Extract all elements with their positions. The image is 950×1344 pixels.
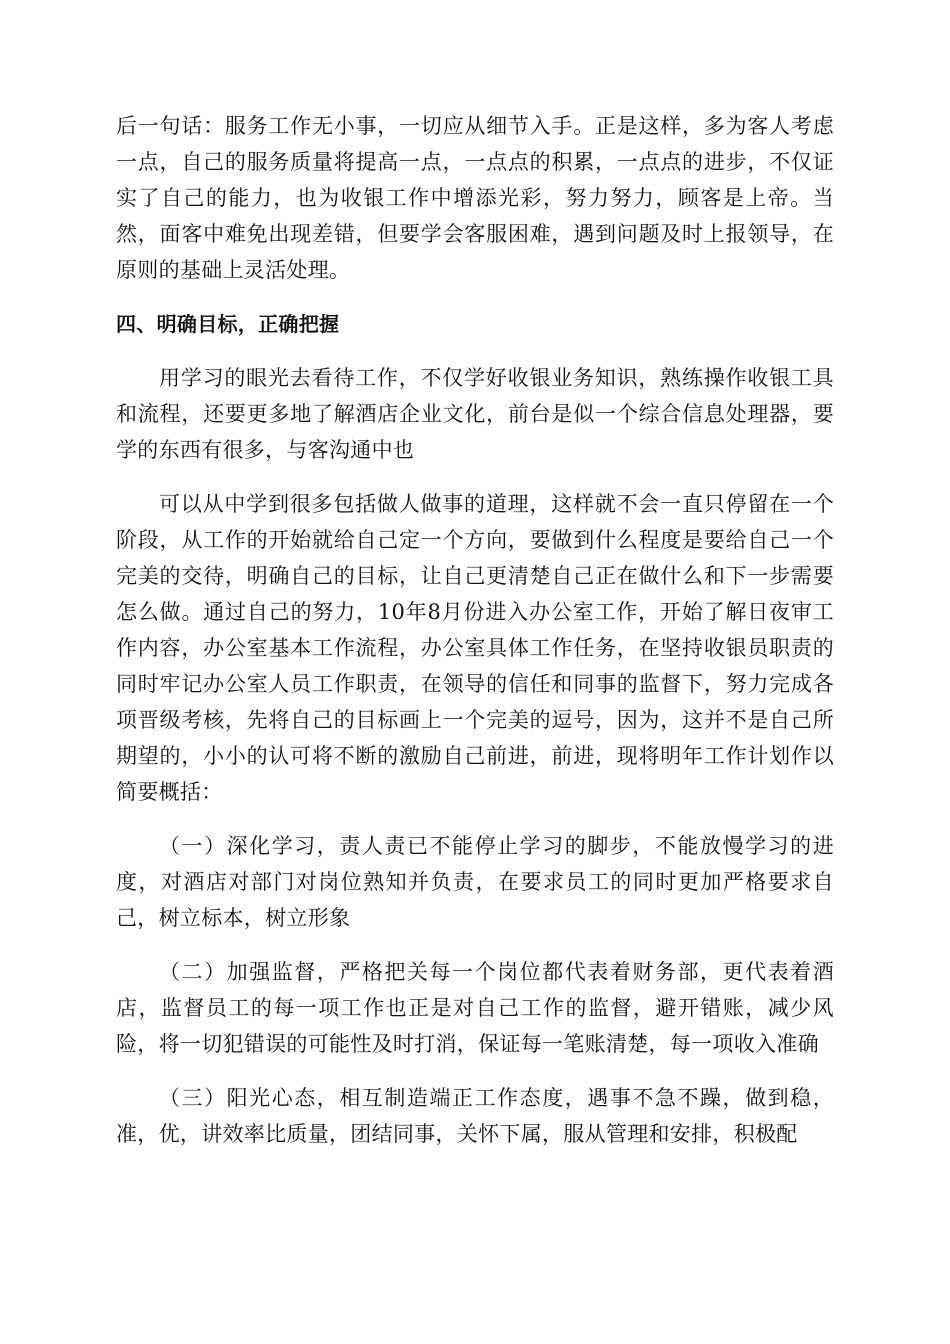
section-heading-four: 四、明确目标，正确把握 — [116, 312, 340, 336]
plan-item-three: （三）阳光心态，相互制造端正工作态度，遇事不急不躁，做到稳，准，优，讲效率比质量，团结同事，关怀下属，服从管理和安排，积极配 — [116, 1086, 834, 1146]
plan-item-one: （一）深化学习，责人责已不能停止学习的脚步，不能放慢学习的进度，对酒店对部门对岗位熟知并负责，在要求员工的同时更加严格要求自己，树立标本，树立形象 — [116, 834, 834, 930]
paragraph-goals: 可以从中学到很多包括做人做事的道理，这样就不会一直只停留在一个阶段，从工作的开始就给自己定一个方向，要做到什么程度是要给自己一个完美的交待，明确自己的目标，让自己更清楚自己正在做什么和下一步需要怎么做。通过自己的努力，10年8月份进入办公室工作，开始了解日夜审工作内容，办公室基本工作流程，办公室具体工作任务，在坚持收银员职责的同时牢记办公室人员工作职责，在领导的信任和同事的监督下，努力完成各项晋级考核，先将自己的目标画上一个完美的逗号，因为，这并不是自己所期望的，小小的认可将不断的激励自己前进，前进，现将明年工作计划作以简要概括： — [116, 492, 834, 804]
plan-item-two: （二）加强监督，严格把关每一个岗位都代表着财务部，更代表着酒店，监督员工的每一项工作也正是对自己工作的监督，避开错账，减少风险，将一切犯错误的可能性及时打消，保证每一笔账清楚，每一项收入准确 — [116, 960, 834, 1056]
paragraph-learning-view: 用学习的眼光去看待工作，不仅学好收银业务知识，熟练操作收银工具和流程，还要更多地了解酒店企业文化，前台是似一个综合信息处理器，要学的东西有很多，与客沟通中也 — [116, 366, 834, 462]
paragraph-service-details: 后一句话：服务工作无小事，一切应从细节入手。正是这样，多为客人考虑一点，自己的服务质量将提高一点，一点点的积累，一点点的进步，不仅证实了自己的能力，也为收银工作中增添光彩，努力努力，顾客是上帝。当然，面客中难免出现差错，但要学会客服困难，遇到问题及时上报领导，在原则的基础上灵活处理。 — [116, 114, 834, 282]
document-page — [116, 108, 834, 1170]
